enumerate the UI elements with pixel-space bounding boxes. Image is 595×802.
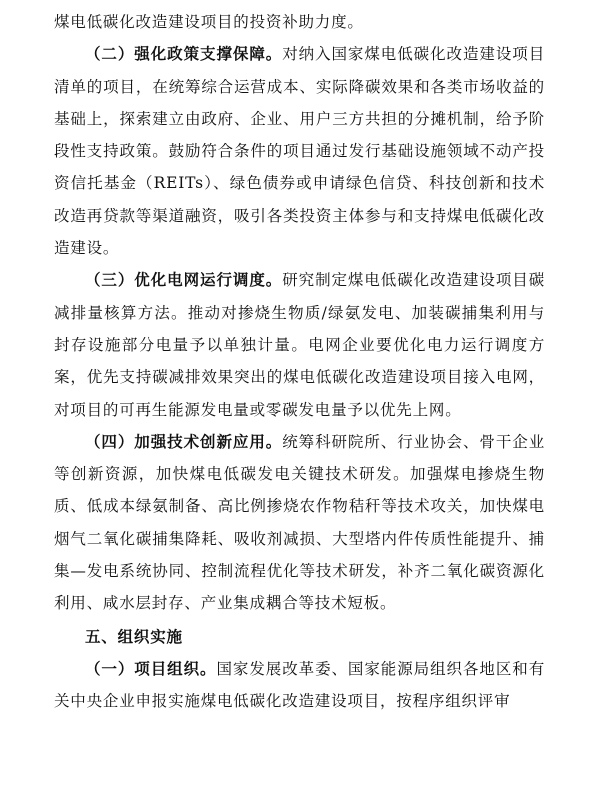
- paragraph-lead: （三）优化电网运行调度。: [85, 270, 283, 290]
- paragraph-body: 煤电低碳化改造建设项目的投资补助力度。: [54, 13, 364, 31]
- paragraph-body: 研究制定煤电低碳化改造建设项目碳减排量核算方法。推动对掺烧生物质/绿氨发电、加装碳捕集利用与封存设施部分电量予以单独计量。电网企业要优化电力运行调度方案，优先支持碳减排效果突出的煤电低碳化改造建设项目接入电网，对项目的可再生能源发电量或零碳发电量予以优先上网。: [54, 271, 545, 419]
- paragraph-body: 国家发展改革委、国家能源局组织各地区和有关中央企业申报实施煤电低碳化改造建设项目，按程序组织评审: [54, 659, 545, 711]
- paragraph-lead: （四）加强技术创新应用。: [85, 431, 283, 451]
- paragraph-grid-dispatch: [54, 264, 545, 425]
- paragraph-lead: （一）项目组织。: [85, 658, 217, 678]
- paragraph-policy-support: [54, 38, 545, 264]
- paragraph-tech-innovation: [54, 426, 545, 620]
- paragraph-body: 对纳入国家煤电低碳化改造建设项目清单的项目，在统筹综合运营成本、实际降碳效果和各类市场收益的基础上，探索建立由政府、企业、用户三方共担的分摊机制，给予阶段性支持政策。鼓励符合条件的项目通过发行基础设施领域不动产投资信托基金（REITs）、绿色债券或申请绿色信贷、科技创新和技术改造再贷款等渠道融资，吸引各类投资主体参与和支持煤电低碳化改造建设。: [54, 45, 545, 258]
- paragraph-lead: （二）强化政策支撑保障。: [85, 44, 283, 64]
- paragraph-continuation: [54, 6, 545, 38]
- paragraph-body: 统筹科研院所、行业协会、骨干企业等创新资源，加快煤电低碳发电关键技术研发。加强煤电掺烧生物质、低成本绿氨制备、高比例掺烧农作物秸秆等技术攻关，加快煤电烟气二氧化碳捕集降耗、吸收剂减损、大型塔内件传质性能提升、捕集—发电系统协同、控制流程优化等技术研发，补齐二氧化碳资源化利用、咸水层封存、产业集成耦合等技术短板。: [54, 432, 545, 613]
- section-heading: 五、组织实施: [85, 627, 183, 646]
- paragraph-project-organization: [54, 653, 545, 718]
